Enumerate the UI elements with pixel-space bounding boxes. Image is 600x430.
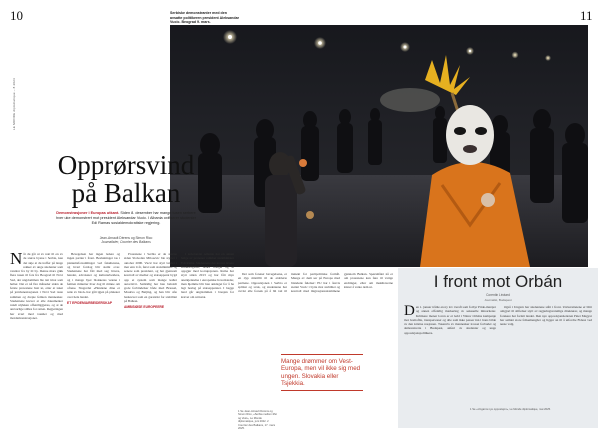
photo-caption: Serbiske demonstranter med den avsatte politikeren president Aleksandar Vucic. Beograd 9. mars. <box>170 11 239 25</box>
article-dropcap: N <box>10 252 23 268</box>
sidebar-column-2 <box>500 305 592 405</box>
sidebar-dropcap: D <box>404 305 415 319</box>
protest-photo-illustration <box>170 25 588 267</box>
article-subhead <box>56 211 196 226</box>
sidebar-footnotes: 1 Se «Ungarns nye opposisjon», Le Monde diplomatique, mai 2025. <box>470 408 551 411</box>
article-column-4 <box>181 252 234 422</box>
article-column-2 <box>67 252 120 422</box>
subhead-body: Siden 8. desember har mange tusen serbere hver uke demonstrert mot president Aleksandar Vucic. I Albania oxifiserer studenter Edi Ramas sosialdemokratiske regjering. <box>56 211 196 225</box>
sidebar-author-role: Journalist, Budapest <box>484 298 512 302</box>
sidebar-column-1-text: en 1. januar trådte en ny lov i kraft som forbyr Pride-marsjer og annen offentlig markering av seksuelle minoriteter. Kritikere mener loven er et ledd i Viktor Orbáns kampanje mot homofile, transpersoner og alle som ikke passer inn i hans bilde av den kristne nasjonen. Tusenvis av mennesker trosset forbudet og demonstrerte i Budapest, anført av studenter og unge opposisjonspolitikere. <box>404 305 496 335</box>
column-2-heading: ET EPIDEMIARBEIDERSKAP <box>67 300 113 305</box>
sidebar-column-2-text: Også i Ungarn har studentene stått i front. Universitetene er blitt omgjort til stiftelser styrt av regjeringsvennlige direktører, og mange forskere har forlatt landet. Den nye opposisjonslederen Péter Magyar har samlet store folkemengder og ligger an til å utfordre Fidesz ved neste valg. <box>500 305 592 326</box>
tunnel-lights <box>223 30 551 61</box>
sidebar-column-1 <box>404 305 496 405</box>
headline-line-1: Opprørsvind <box>57 150 195 180</box>
column-2-text: Bevegelsen har ingen ledere og ingen partier i front. Beslutninger tas i plenumsforsamlinger ved fakultetene, og hvert forslag blir stemt over. Studentene har fått med seg lærere, bønder, advokater og kulturarbeidere, og i mange byer blokkeres veiene i femten minutter hver dag til minne om ofrene. Slagordet «Hendene dine er røde av blod» har gått igjen på plakater over hele landet. <box>67 252 120 299</box>
page-number-left: 10 <box>10 8 23 23</box>
pull-quote: Mange drømmer om Vest-Europa, men vil ikke sig med ungen. Slovakia eller Tsjekkia. <box>281 354 363 391</box>
subhead-lead: Demonstrasjoner i Europas utkant. <box>56 211 120 215</box>
protest-photo <box>170 25 588 267</box>
column-3-text: Protestene i Serbia er de største siden Slobodan Milosevic ble styrtet i oktober 2000. Vucic har styrt landet i mer enn ti år, først som statsminister og senere som president, og har gjennom kontroll av medier og statsapparat bygd opp et system som mange kaller autoritært. Samtidig har han beholdt gode forbindelser både med Brussel, Moskva og Beijing, og han blir ofte beskrevet som en garantist for stabilitet på Balkan. <box>124 252 177 303</box>
article-headline <box>56 151 196 207</box>
headline-line-2: på Balkan <box>71 178 181 208</box>
running-head-left: LE MONDE diplomatique – 8 2023 <box>12 77 16 130</box>
byline-authors: Jean-Arnault Dérens og Simon Rico <box>99 236 153 240</box>
byline-role: Journalister, Courrier des Balkans <box>101 240 151 244</box>
column-1-text: år du går ut av natt til en av de større byene i Serbia, kan det skje at du treffer på lange rekker av unge studenter som vandrer fra by til by. Denne mars gikk flere tusen til fots fra Beograd til Novi Sad, der ungdommen ble tatt imot som helter. Det er nå fire måneder siden de første protestene brøt ut, etter at taket på jernbanestasjonen i Novi Sad raste sammen og drepte femten mennesker. Studentene krever at alle dokumenter rundt ulykken offentliggjøres, og at de ansvarlige stilles for retten. Regjeringen har svart med taushet og med motdemonstrasjoner. <box>10 252 63 320</box>
article-byline <box>56 236 196 244</box>
column-4-text: I nabolandet Albania har en annen bølge av protester rammet statsminister Edi Rama. Studentene der krever lavere studieavgifter, bedre boliger og et oppgjør med korrupsjonen. Rama har styrt siden 2013 og har fått mye anerkjennelse i europeiske hovedsteder, men hjemme blir han anklaget for å ha lagt beslag på statsapparatet. I begge land går ungdommen i bresjen for kravet om rettsstat. <box>181 252 234 299</box>
sidebar-title: I front mot Orbán <box>433 272 563 291</box>
page-number-right: 11 <box>580 8 593 23</box>
column-3-heading: AMBISIØSE EUROPEERE <box>124 305 165 309</box>
article-column-5 <box>238 272 393 350</box>
sidebar-author: Corentin Léotard <box>486 293 510 297</box>
article-column-1 <box>10 252 63 422</box>
column-5-text: Det som forener bevegelsene, er en dyp mistillit til de etablerte partiene. Opposisjonen i Serbia er splittet og svak, og studentene har avvist alle forsøk på å bli tatt til inntekt for partipolitiske formål. Mange av dem ser på Europa med blandede følelser: EU har i årevis støttet Vucic i bytte mot stabilitet og kontroll med migrasjonsstrømmene gjennom Balkan. Spørsmålet nå er om protestene kan føre til varige endringer, eller om makthaverne klarer å vente dem ut. <box>238 272 393 293</box>
article-footnotes: 1 Se Jean-Arnault Dérens og Simon Rico, «Serbia mellom Øst og Vest», Le Monde diplomatique, juni 2022. 2 Courrier des Balkans, 17. mars 2025. <box>238 410 277 430</box>
article-column-3 <box>124 252 177 422</box>
